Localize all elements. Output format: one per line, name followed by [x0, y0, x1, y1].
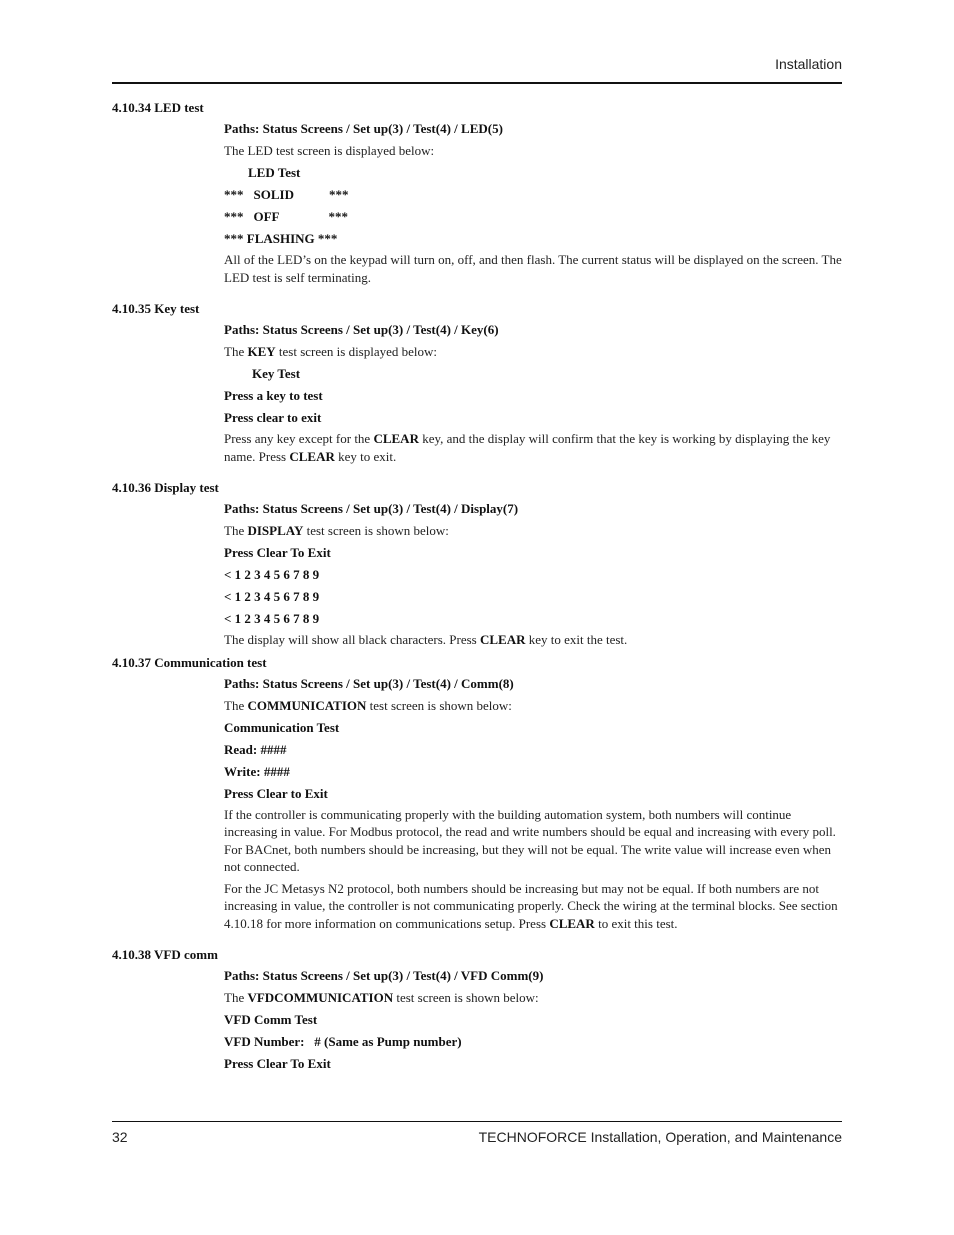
section-body — [224, 119, 842, 286]
intro-text: The LED test screen is displayed below: — [224, 143, 435, 158]
intro-text: The KEY test screen is displayed below: — [224, 344, 438, 359]
screen-line-solid — [224, 185, 842, 207]
screen-line: < 1 2 3 4 5 6 7 8 9 — [224, 567, 320, 582]
running-header: Installation — [775, 56, 842, 72]
section-display-test — [112, 478, 842, 649]
state-label: OFF — [253, 209, 280, 224]
body-paragraph: If the controller is communicating properly with the building automation system, both numbers will continue increasing in value. For Modbus protocol, the read and write numbers should be equal and increasing with every poll. For BACnet, both numbers should be increasing, but they will not be equal. The write value will increase even when not connected. — [224, 806, 836, 874]
footer-rule — [112, 1121, 842, 1122]
section-key-test — [112, 299, 842, 465]
header-rule — [112, 82, 842, 84]
screen-line: < 1 2 3 4 5 6 7 8 9 — [224, 611, 320, 626]
section-body — [224, 499, 842, 649]
stars: *** — [224, 187, 244, 202]
stars: *** — [224, 209, 244, 224]
menu-path: Paths: Status Screens / Set up(3) / Test(4) / Display(7) — [224, 501, 519, 516]
menu-path: Paths: Status Screens / Set up(3) / Test(4) / VFD Comm(9) — [224, 968, 544, 983]
body-paragraph: Press any key except for the CLEAR key, and the display will confirm that the key is working by displaying the key name. Press CLEAR key to exit. — [224, 431, 831, 464]
intro-text: The VFDCOMMUNICATION test screen is shown below: — [224, 990, 539, 1005]
section-heading: 4.10.35 Key test — [112, 301, 200, 316]
stars: *** — [328, 209, 348, 224]
screen-line: Read: #### — [224, 741, 287, 757]
screen-line: VFD Comm Test — [224, 1012, 318, 1027]
section-led-test — [112, 98, 842, 286]
screen-line: < 1 2 3 4 5 6 7 8 9 — [224, 589, 320, 604]
menu-path: Paths: Status Screens / Set up(3) / Test(4) / Key(6) — [224, 322, 499, 337]
screen-line: Press clear to exit — [224, 410, 322, 425]
screen-line: Write: #### — [224, 763, 290, 779]
screen-title: LED Test — [248, 165, 301, 180]
state-label: SOLID — [253, 187, 294, 202]
page-number: 32 — [112, 1129, 128, 1145]
screen-line: Communication Test — [224, 719, 340, 735]
screen-line: Press Clear to Exit — [224, 785, 328, 801]
footer-doc-title: TECHNOFORCE Installation, Operation, and Maintenance — [478, 1129, 842, 1145]
screen-line-off — [224, 207, 842, 229]
intro-text: The COMMUNICATION test screen is shown below: — [224, 697, 512, 713]
screen-line: Press Clear To Exit — [224, 1056, 331, 1071]
section-heading: 4.10.34 LED test — [112, 100, 204, 115]
body-paragraph: All of the LED’s on the keypad will turn on, off, and then flash. The current status will be displayed on the screen. The LED test is self terminating. — [224, 252, 842, 285]
section-heading: 4.10.36 Display test — [112, 480, 219, 495]
body-paragraph: The display will show all black characters. Press CLEAR key to exit the test. — [224, 632, 628, 647]
screen-line-flashing: *** FLASHING *** — [224, 231, 338, 246]
section-body — [224, 674, 842, 933]
screen-line: Press a key to test — [224, 388, 323, 403]
screen-title: Key Test — [252, 366, 301, 381]
section-communication-test — [112, 653, 842, 933]
menu-path: Paths: Status Screens / Set up(3) / Test(4) / Comm(8) — [224, 675, 514, 691]
section-heading: 4.10.37 Communication test — [112, 654, 267, 670]
section-heading: 4.10.38 VFD comm — [112, 947, 218, 962]
section-body — [224, 966, 842, 1076]
body-paragraph: For the JC Metasys N2 protocol, both numbers should be increasing but may not be equal. If both numbers are not increasing in value, the controller is not communicating properly. Check the wiring at the terminal blocks. See section 4.10.18 for more information on communications setup. Press CLEAR to exit this test. — [224, 880, 838, 931]
section-vfd-comm — [112, 945, 842, 1076]
screen-line: Press Clear To Exit — [224, 545, 331, 560]
intro-text: The DISPLAY test screen is shown below: — [224, 523, 449, 538]
page-body — [112, 98, 842, 1076]
screen-line: VFD Number: # (Same as Pump number) — [224, 1034, 462, 1049]
stars: *** — [328, 187, 349, 202]
section-body — [224, 320, 842, 465]
menu-path: Paths: Status Screens / Set up(3) / Test(4) / LED(5) — [224, 121, 503, 136]
